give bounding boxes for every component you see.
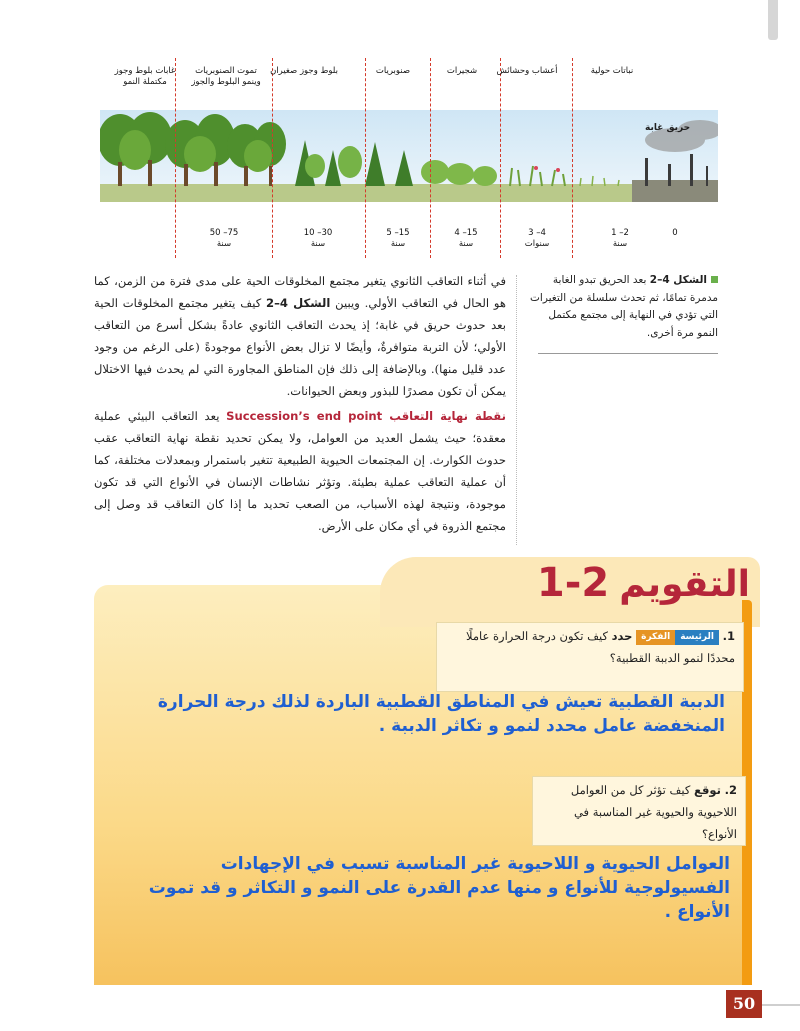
- forest-landscape-illustration: [100, 110, 718, 202]
- stage-label-1: تموت الصنوبريات وينمو البلوط والجوز: [191, 66, 261, 87]
- footer-rule: [762, 1004, 800, 1006]
- para2-text: يعد التعاقب البيئي عملية معقدة؛ حيث يشمل العديد من العوامل، ولا يمكن تحديد نقطة نهاية التعاقب عقب حدوث الكوارث. إن المجتمعات الحيوية الطبيعية تتغير باستمرار وبمعدلات مختلفة، كما أن عملية التعاقب عملية بطيئة. وتؤثر نشاطات الإنسان في الأنواع التي قد تكون موجودة، ونتيجة لهذه الأسباب، من الصعب تحديد ما إذا كان التعاقب قد وصل إلى مجتمع الذروة في أي مكان على الأرض.: [94, 409, 506, 533]
- stage-label-2: بلوط وجوز صغيران: [270, 66, 338, 76]
- para1-part-b: كيف يتغير مجتمع المخلوقات الحية بعد حدوث حريق في غابة؛ إذ يحدث التعاقب الثانوي عادةً بشكل أسرع من التعاقب الأولي؛ لأن التربة متوافرةٌ، وأيضًا لا تزال بعض الأنواع موجودةً (على الرغم من وجود عدد قليل منها). وبالإضافة إلى ذلك فإن المناطق المجاورة التي لم يحدث فيها الاختلال يمكن أن تكون مصدرًا للبذور وبعض الحيوانات.: [94, 296, 506, 398]
- stage-label-6: نباتات حولية: [590, 66, 634, 76]
- main-idea-tag-idea: الفكرة: [636, 630, 675, 645]
- body-paragraph-1: [94, 270, 506, 402]
- stage-divider: [572, 58, 573, 258]
- body-paragraph-2: [94, 405, 506, 537]
- stage-divider: [430, 58, 431, 258]
- succession-figure: [100, 58, 718, 258]
- question-2-number: 2.: [724, 783, 737, 797]
- main-idea-tag-main: الرئيسة: [675, 630, 719, 645]
- time-label-6: 0: [672, 228, 678, 238]
- time-label-3: 15– 4 سنة: [454, 228, 478, 249]
- question-1-number: 1.: [722, 629, 735, 643]
- caption-text: بعد الحريق تبدو الغابة مدمرة تمامًا، ثم تحدث سلسلة من التغيرات التي تؤدي في النهاية إلى مجتمع مكتمل النمو مرة أخرى.: [530, 274, 718, 339]
- section-heading-end-point: نقطة نهاية التعاقب Succession’s end point: [226, 409, 506, 423]
- question-1-text: كيف تكون درجة الحرارة عاملًا محددًا لنمو الدببة القطبية؟: [465, 629, 735, 665]
- caption-bullet-icon: [711, 276, 718, 283]
- answer-2: العوامل الحيوية و اللاحيوية غير المناسبة تسبب في الإجهادات الفسيولوجية للأنواع و منها عدم القدرة على النمو و التكاثر و قد تموت الأنواع .: [148, 854, 730, 922]
- figure-caption: [528, 272, 718, 342]
- caption-divider: [538, 353, 718, 354]
- stage-label-3: صنوبريات: [375, 66, 411, 76]
- answer-1: الدببة القطبية تعيش في المناطق القطبية الباردة لذلك درجة الحرارة المنخفضة عامل محدد لنمو و تكاثر الدببة .: [157, 692, 725, 736]
- top-bar: [0, 0, 800, 8]
- column-divider: [516, 275, 517, 545]
- stage-label-4: شجيرات: [446, 66, 478, 76]
- para1-figure-ref: الشكل 4–2: [266, 296, 331, 310]
- stage-divider: [175, 58, 176, 258]
- time-label-5: 2– 1 سنة: [611, 228, 629, 249]
- question-2: [532, 776, 746, 846]
- question-1-verb: حدد: [611, 629, 633, 643]
- assessment-title-number: 2-1: [536, 560, 610, 606]
- caption-figure-ref: الشكل 4–2: [649, 274, 707, 286]
- time-label-2: 15– 5 سنة: [386, 228, 410, 249]
- page-number: 50: [726, 990, 762, 1018]
- time-label-1: 30– 10 سنة: [303, 228, 333, 249]
- question-2-text: كيف تؤثر كل من العوامل اللاحيوية والحيوية غير المناسبة في الأنواع؟: [570, 783, 737, 841]
- time-label-4: 4– 3 سنوات: [524, 228, 550, 249]
- stage-divider: [500, 58, 501, 258]
- forest-fire-label: حريق غابة: [645, 123, 691, 133]
- time-label-0: 75– 50 سنة: [209, 228, 239, 249]
- question-1: [436, 622, 744, 692]
- question-2-verb: توقع: [694, 783, 721, 797]
- stage-divider: [365, 58, 366, 258]
- assessment-title-word: التقويم: [619, 564, 750, 605]
- assessment-title: [410, 560, 750, 620]
- page-tab-marker: [768, 0, 778, 40]
- stage-divider: [272, 58, 273, 258]
- stage-label-0: غابات بلوط وجوز مكتملة النمو: [114, 66, 176, 87]
- para1-part-a: في أثناء التعاقب الثانوي يتغير مجتمع المخلوقات الحية على مدى فترة من الزمن، كما هو الحال في التعاقب الأولي. ويبين: [94, 274, 506, 310]
- stage-label-5: أعشاب وحشائش: [496, 66, 558, 76]
